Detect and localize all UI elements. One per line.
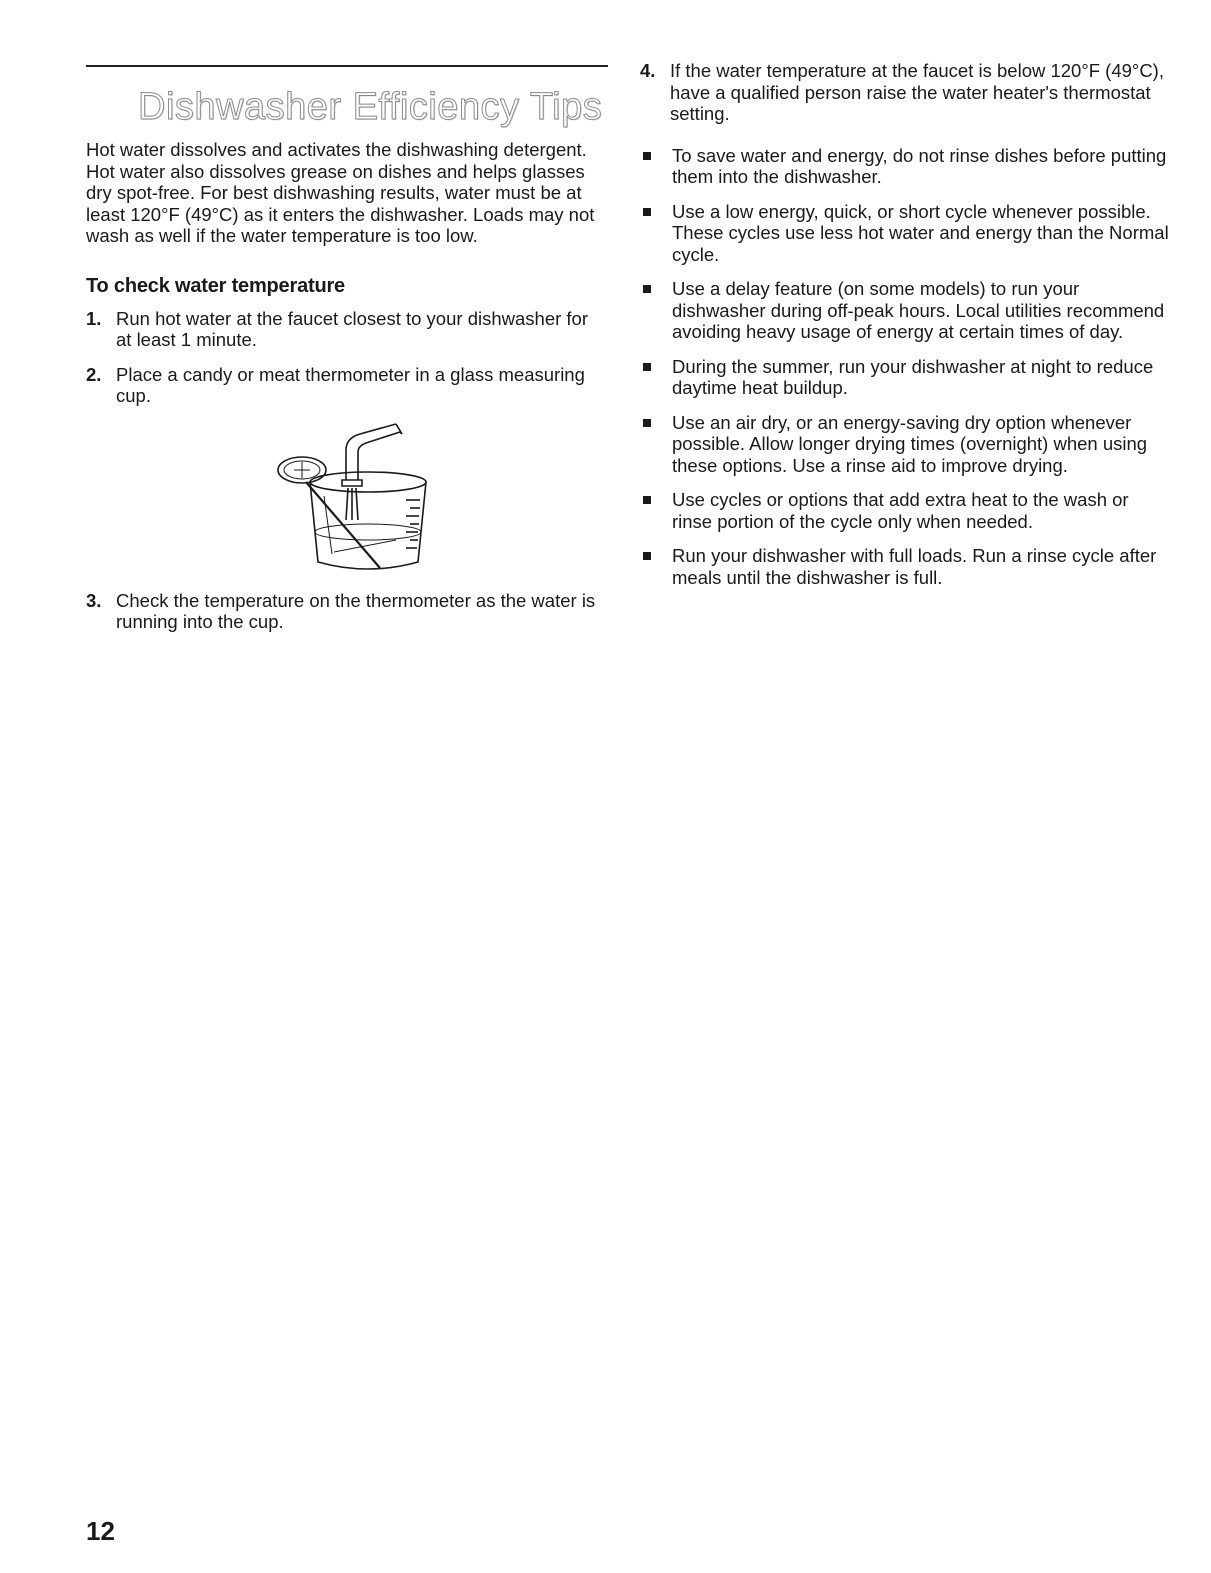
tip-item xyxy=(640,545,1170,588)
bullet-square-icon xyxy=(640,145,672,188)
page-title: Dishwasher Efficiency Tips xyxy=(138,86,603,128)
step-number: 2. xyxy=(86,363,102,385)
intro-paragraph: Hot water dissolves and activates the dishwashing detergent. Hot water also dissolves grease on dishes and helps glasses dry spot-free. For best dishwashing results, water must be at least 120°F (49°C) as it enters the dishwasher. Loads may not wash as well if the water temperature is too low. xyxy=(86,139,595,246)
section-heading: To check water temperature xyxy=(86,274,345,297)
step-text: Run hot water at the faucet closest to your dishwasher for at least 1 minute. xyxy=(116,307,588,350)
step-number: 3. xyxy=(86,589,102,611)
faucet-measuring-cup-thermometer-illustration xyxy=(276,420,466,580)
tip-item xyxy=(640,201,1170,266)
tip-text: Use a delay feature (on some models) to run your dishwasher during off-peak hours. Local utilities recommend avoiding heavy usage of energy at certain times of day. xyxy=(672,278,1165,342)
step-4 xyxy=(640,60,1170,125)
tip-item xyxy=(640,145,1170,188)
left-column xyxy=(86,60,608,646)
tip-text: To save water and energy, do not rinse dishes before putting them into the dishwasher. xyxy=(672,144,1167,187)
tip-text: Use cycles or options that add extra heat to the wash or rinse portion of the cycle only when needed. xyxy=(672,489,1129,532)
bullet-square-icon xyxy=(640,356,672,399)
step-text: Check the temperature on the thermometer as the water is running into the cup. xyxy=(116,589,596,632)
tip-text: Run your dishwasher with full loads. Run a rinse cycle after meals until the dishwasher is full. xyxy=(672,545,1157,588)
tip-text: During the summer, run your dishwasher at night to reduce daytime heat buildup. xyxy=(672,355,1154,398)
tip-text: Use a low energy, quick, or short cycle whenever possible. These cycles use less hot water and energy than the Normal cycle. xyxy=(672,200,1169,265)
bullet-square-icon xyxy=(640,545,672,588)
tip-text: Use an air dry, or an energy-saving dry option whenever possible. Allow longer drying times (overnight) when using these options. Use a rinse aid to improve drying. xyxy=(672,411,1148,476)
page-number: 12 xyxy=(86,1516,115,1546)
bullet-square-icon xyxy=(640,201,672,266)
tip-item xyxy=(640,412,1170,477)
title-rule xyxy=(86,65,608,67)
step-3 xyxy=(86,590,608,633)
tip-item xyxy=(640,489,1170,532)
step-2 xyxy=(86,364,608,407)
step-text: If the water temperature at the faucet is below 120°F (49°C), have a qualified person raise the water heater's thermostat setting. xyxy=(670,60,1164,124)
step-1 xyxy=(86,308,608,351)
tip-item xyxy=(640,356,1170,399)
right-column xyxy=(640,60,1170,601)
step-number: 1. xyxy=(86,307,102,329)
tip-item xyxy=(640,278,1170,343)
step-text: Place a candy or meat thermometer in a glass measuring cup. xyxy=(116,363,585,406)
bullet-square-icon xyxy=(640,489,672,532)
step-number: 4. xyxy=(640,60,656,81)
bullet-square-icon xyxy=(640,412,672,477)
bullet-square-icon xyxy=(640,278,672,343)
efficiency-tips-list xyxy=(640,145,1170,589)
